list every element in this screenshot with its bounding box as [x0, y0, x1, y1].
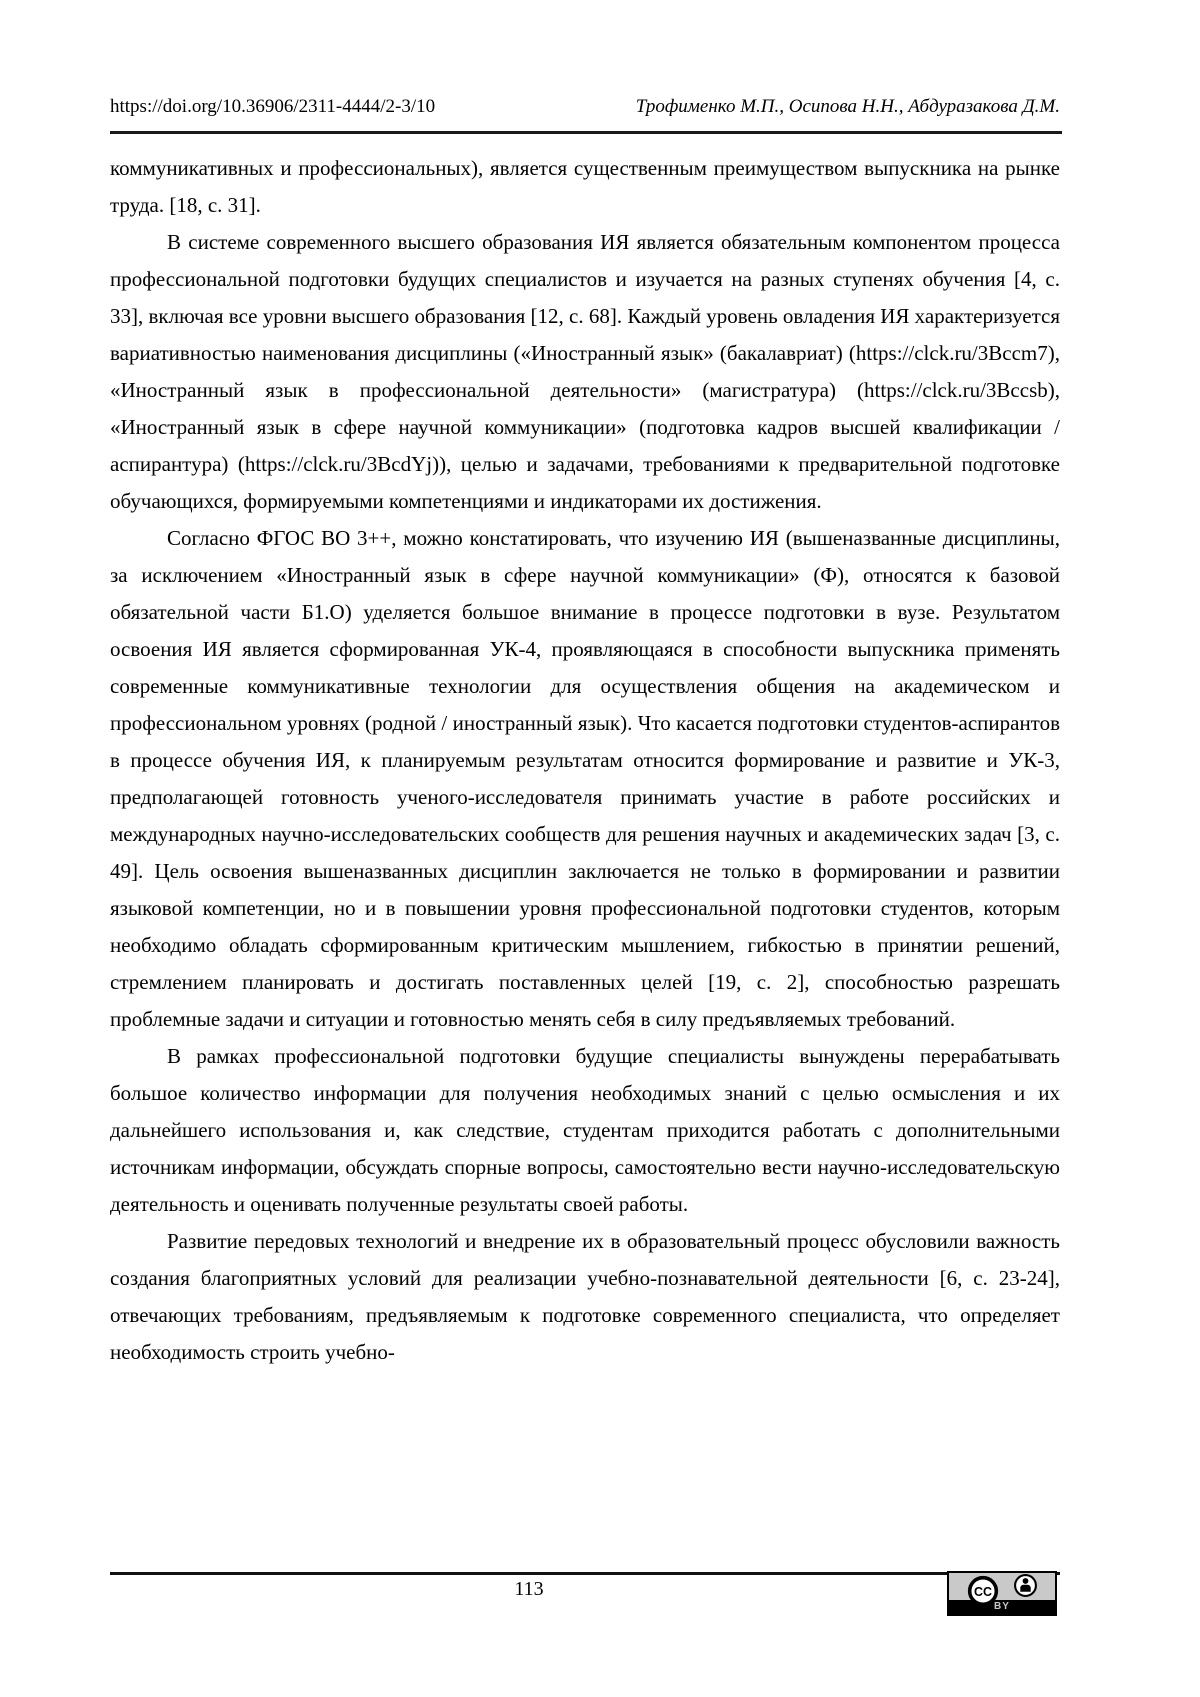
license-by-label: BY [949, 1600, 1055, 1614]
paragraph: Развитие передовых технологий и внедрение их в образовательный процесс обусловили важность создания благоприятных условий для реализации учебно-познавательной деятельности [6, с. 23-24], отвечающих требованиям, предъявляемым к подготовке современного специалиста, что определяет необходимость строить учебно- [110, 1229, 1060, 1364]
authors-running-head: Трофименко М.П., Осипова Н.Н., Абдуразакова Д.М. [635, 96, 1060, 117]
paragraph: коммуникативных и профессиональных), является существенным преимуществом выпускника на рынке труда. [18, с. 31]. [110, 156, 1060, 217]
cc-logo-text: CC [973, 1584, 992, 1599]
page-number: 113 [514, 1578, 544, 1600]
page-header [110, 96, 1060, 118]
footer-divider [110, 1572, 1060, 1575]
doi-link[interactable]: https://doi.org/10.36906/2311-4444/2-3/10 [110, 96, 436, 117]
header-divider [110, 131, 1062, 134]
paragraph: В системе современного высшего образования ИЯ является обязательным компонентом процесса профессиональной подготовки будущих специалистов и изучается на разных ступенях обучения [4, с. 33], включая все уровни высшего образования [12, с. 68]. Каждый уровень овладения ИЯ характеризуется вариативностью наименования дисциплины («Иностранный язык» (бакалавриат) (https://clck.ru/3Bccm7), «Иностранный язык в профессиональной деятельности» (магистратура) (https://clck.ru/3Bccsb), «Иностранный язык в сфере научной коммуникации» (подготовка кадров высшей квалификации / аспирантура) (https://clck.ru/3BcdYj)), целью и задачами, требованиями к предварительной подготовке обучающихся, формируемыми компетенциями и индикаторами их достижения. [110, 230, 1060, 513]
cc-by-license-badge[interactable] [947, 1571, 1057, 1616]
paragraph: Согласно ФГОС ВО 3++, можно констатировать, что изучению ИЯ (вышеназванные дисциплины, за исключением «Иностранный язык в сфере научной коммуникации» (Ф), относятся к базовой обязательной части Б1.О) уделяется большое внимание в процессе подготовки в вузе. Результатом освоения ИЯ является сформированная УК-4, проявляющаяся в способности выпускника применять современные коммуникативные технологии для осуществления общения на академическом и профессиональном уровнях (родной / иностранный язык). Что касается подготовки студентов-аспирантов в процессе обучения ИЯ, к планируемым результатам относится формирование и развитие и УК-3, предполагающей готовность ученого-исследователя принимать участие в работе российских и международных научно-исследовательских сообществ для решения научных и академических задач [3, с. 49]. Цель освоения вышеназванных дисциплин заключается не только в формировании и развитии языковой компетенции, но и в повышении уровня профессиональной подготовки студентов, которым необходимо обладать сформированным критическим мышлением, гибкостью в принятии решений, стремлением планировать и достигать поставленных целей [19, с. 2], способностью разрешать проблемные задачи и ситуации и готовностью менять себя в силу предъявляемых требований. [110, 526, 1060, 1031]
paragraph: В рамках профессиональной подготовки будущие специалисты вынуждены перерабатывать большое количество информации для получения необходимых знаний с целью осмысления и их дальнейшего использования и, как следствие, студентам приходится работать с дополнительными источникам информации, обсуждать спорные вопросы, самостоятельно вести научно-исследовательскую деятельность и оценивать полученные результаты своей работы. [110, 1044, 1060, 1216]
license-icons [949, 1573, 1055, 1600]
cc-logo-icon [967, 1575, 999, 1607]
attribution-person-icon [1013, 1573, 1038, 1598]
article-body [110, 150, 1060, 1371]
